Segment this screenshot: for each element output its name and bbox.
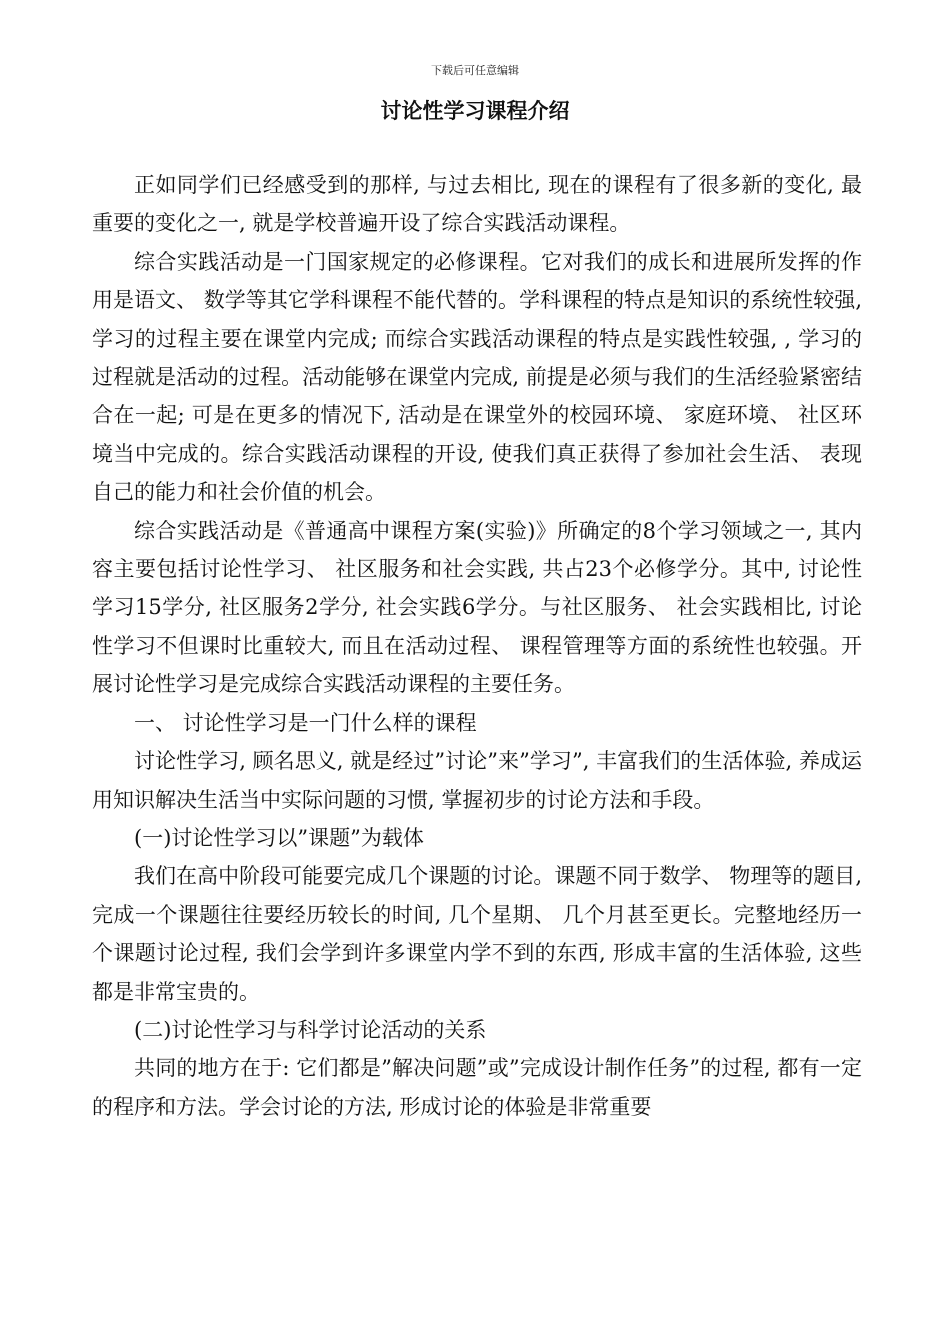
section-heading: 一、 讨论性学习是一门什么样的课程 [134, 710, 477, 735]
header-note: 下载后可任意编辑 [431, 64, 519, 77]
body-paragraph: 综合实践活动是一门国家规定的必修课程。它对我们的成长和进展所发挥的作用是语文、 数学等其它学科课程不能代替的。学科课程的特点是知识的系统性较强, 学习的过程主要在课堂内完成; 而综合实践活动课程的特点是实践性较强, , 学习的过程就是活动的过程。活动能够在课堂内完成, 前提是必须与我们的生活经验紧密结合在一起; 可是在更多的情况下, 活动是在课堂外的校园环境、 家庭环境、 社区环境当中完成的。综合实践活动课程的开设, 使我们真正获得了参加社会生活、 表现自己的能力和社会价值的机会。 [92, 249, 862, 505]
subsection-heading: (二)讨论性学习与科学讨论活动的关系 [134, 1017, 487, 1042]
body-paragraph: 综合实践活动是《普通高中课程方案(实验)》所确定的8个学习领域之一, 其内容主要包括讨论性学习、 社区服务和社会实践, 共占23个必修学分。其中, 讨论性学习15学分, 社区服务2学分, 社会实践6学分。与社区服务、 社会实践相比, 讨论性学习不但课时比重较大, 而且在活动过程、 课程管理等方面的系统性也较强。开展讨论性学习是完成综合实践活动课程的主要任务。 [92, 518, 862, 697]
subsection-paragraph: 共同的地方在于: 它们都是”解决问题”或”完成设计制作任务”的过程, 都有一定的程序和方法。学会讨论的方法, 形成讨论的体验是非常重要 [92, 1056, 862, 1119]
intro-paragraph: 正如同学们已经感受到的那样, 与过去相比, 现在的课程有了很多新的变化, 最重要的变化之一, 就是学校普遍开设了综合实践活动课程。 [92, 173, 862, 236]
document-body [92, 166, 862, 1126]
subsection-heading: (一)讨论性学习以”课题”为载体 [134, 825, 424, 850]
section-paragraph: 讨论性学习, 顾名思义, 就是经过”讨论”来”学习”, 丰富我们的生活体验, 养成运用知识解决生活当中实际问题的习惯, 掌握初步的讨论方法和手段。 [92, 749, 862, 812]
subsection-paragraph: 我们在高中阶段可能要完成几个课题的讨论。课题不同于数学、 物理等的题目, 完成一个课题往往要经历较长的时间, 几个星期、 几个月甚至更长。完整地经历一个课题讨论过程, 我们会学到许多课堂内学不到的东西, 形成丰富的生活体验, 这些都是非常宝贵的。 [92, 864, 862, 1004]
document-title: 讨论性学习课程介绍 [380, 98, 570, 123]
